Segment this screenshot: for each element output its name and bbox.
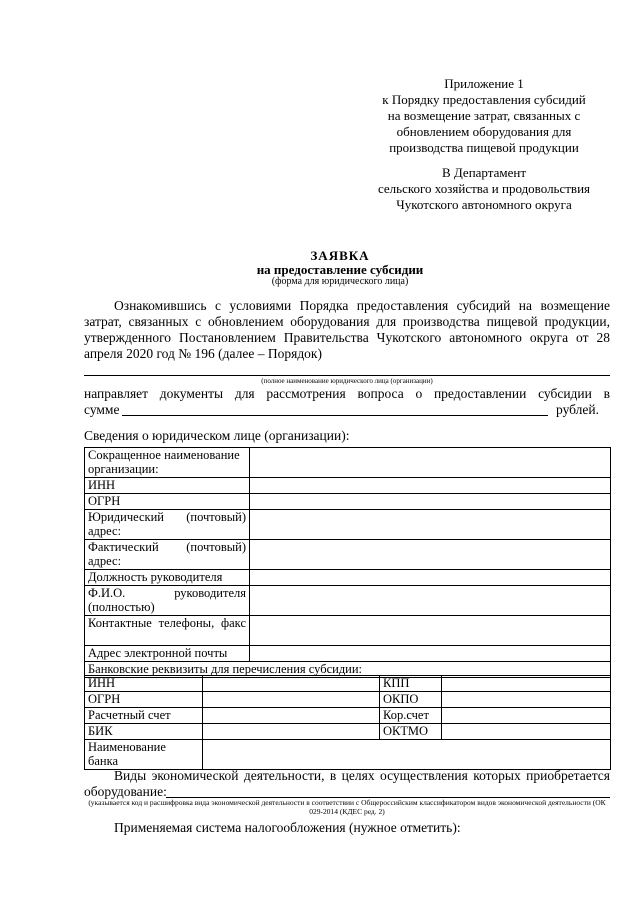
addressee-line: сельского хозяйства и продовольствия — [377, 181, 591, 196]
sum-suffix: рублей. — [556, 402, 600, 417]
bank-name-label: Наименование банка — [85, 740, 203, 770]
activity-label: оборудование: — [84, 784, 167, 799]
row-label: ИНН — [85, 478, 250, 494]
ogrn-value[interactable] — [203, 692, 380, 708]
table-row — [85, 676, 611, 692]
form-note: (форма для юридического лица) — [271, 276, 409, 287]
oktmo-label: ОКТМО — [380, 724, 442, 740]
row-label: Должность руководителя — [85, 570, 250, 586]
appendix-line: к Порядку предоставления субсидий — [382, 92, 586, 107]
corr-account-label: Кор.счет — [380, 708, 442, 724]
bank-details-table — [84, 675, 611, 770]
addressee-block — [364, 165, 604, 213]
table-row — [85, 740, 611, 770]
activity-line: Виды экономической деятельности, в целях осуществления которых приобретается — [114, 768, 610, 783]
row-label: Контактные телефоны, факс — [85, 616, 250, 646]
bank-name-value[interactable] — [203, 740, 611, 770]
table-row — [85, 494, 611, 510]
row-value[interactable] — [250, 586, 611, 616]
row-label: Ф.И.О. руководителя (полностью) — [85, 586, 250, 616]
oktmo-value[interactable] — [442, 724, 611, 740]
bik-label: БИК — [85, 724, 203, 740]
appendix-line: Приложение 1 — [444, 76, 524, 91]
account-label: Расчетный счет — [85, 708, 203, 724]
table-row — [85, 510, 611, 540]
table-row — [85, 646, 611, 662]
corr-account-value[interactable] — [442, 708, 611, 724]
org-name-caption: (полное наименование юридического лица (организации) — [261, 377, 433, 385]
table-row — [85, 540, 611, 570]
row-label: ОГРН — [85, 494, 250, 510]
row-value[interactable] — [250, 448, 611, 478]
row-value[interactable] — [250, 494, 611, 510]
addressee-line: В Департамент — [441, 165, 527, 180]
document-title: ЗАЯВКА — [310, 248, 370, 263]
bank-heading: Банковские реквизиты для перечисления субсидии: — [85, 662, 611, 678]
row-label: Юридический (почтовый) адрес: — [85, 510, 250, 540]
bik-value[interactable] — [203, 724, 380, 740]
row-value[interactable] — [250, 510, 611, 540]
row-value[interactable] — [250, 616, 611, 646]
table-row — [85, 616, 611, 646]
table-row — [85, 692, 611, 708]
sum-amount-line[interactable] — [122, 415, 548, 416]
table-row — [85, 724, 611, 740]
table-row — [85, 478, 611, 494]
table-row — [85, 708, 611, 724]
inn-value[interactable] — [203, 676, 380, 692]
activity-note: (указывается код и расшифровка вида экономической деятельности в соответствии с Общероссийским классификатором видов экономической деятельности (ОК 029-2014 (КДЕС ред. 2) — [88, 798, 606, 816]
kpp-value[interactable] — [442, 676, 611, 692]
row-value[interactable] — [250, 646, 611, 662]
row-value[interactable] — [250, 540, 611, 570]
document-subtitle: на предоставление субсидии — [256, 262, 424, 277]
appendix-line: на возмещение затрат, связанных с — [387, 108, 581, 123]
org-name-line[interactable] — [84, 375, 610, 376]
table-row — [85, 570, 611, 586]
taxation-heading: Применяемая система налогообложения (нужное отметить): — [114, 820, 461, 835]
row-label: Адрес электронной почты — [85, 646, 250, 662]
intro-paragraph: Ознакомившись с условиями Порядка предоставления субсидий на возмещение затрат, связанных с обновлением оборудования для производства пищевой продукции, утвержденного Постановлением Правительства Чукотского автономного округа от 28 апреля 2020 год № 196 (далее – Порядок) — [84, 298, 610, 361]
table-row — [85, 586, 611, 616]
appendix-line: производства пищевой продукции — [389, 140, 579, 155]
sum-prefix: сумме — [84, 402, 120, 417]
kpp-label: КПП — [380, 676, 442, 692]
row-label: Фактический (почтовый) адрес: — [85, 540, 250, 570]
appendix-line: обновлением оборудования для — [396, 124, 572, 139]
table-row — [85, 448, 611, 478]
row-value[interactable] — [250, 478, 611, 494]
account-value[interactable] — [203, 708, 380, 724]
okpo-label: ОКПО — [380, 692, 442, 708]
sends-documents-line: направляет документы для рассмотрения вопроса о предоставлении субсидии в — [84, 386, 610, 401]
inn-label: ИНН — [85, 676, 203, 692]
row-label: Сокращенное наименование организации: — [85, 448, 250, 478]
org-info-table — [84, 447, 611, 678]
addressee-line: Чукотского автономного округа — [396, 197, 572, 212]
row-value[interactable] — [250, 570, 611, 586]
okpo-value[interactable] — [442, 692, 611, 708]
appendix-header — [364, 76, 604, 156]
info-heading: Сведения о юридическом лице (организации): — [84, 428, 350, 443]
ogrn-label: ОГРН — [85, 692, 203, 708]
activity-block — [84, 768, 610, 800]
